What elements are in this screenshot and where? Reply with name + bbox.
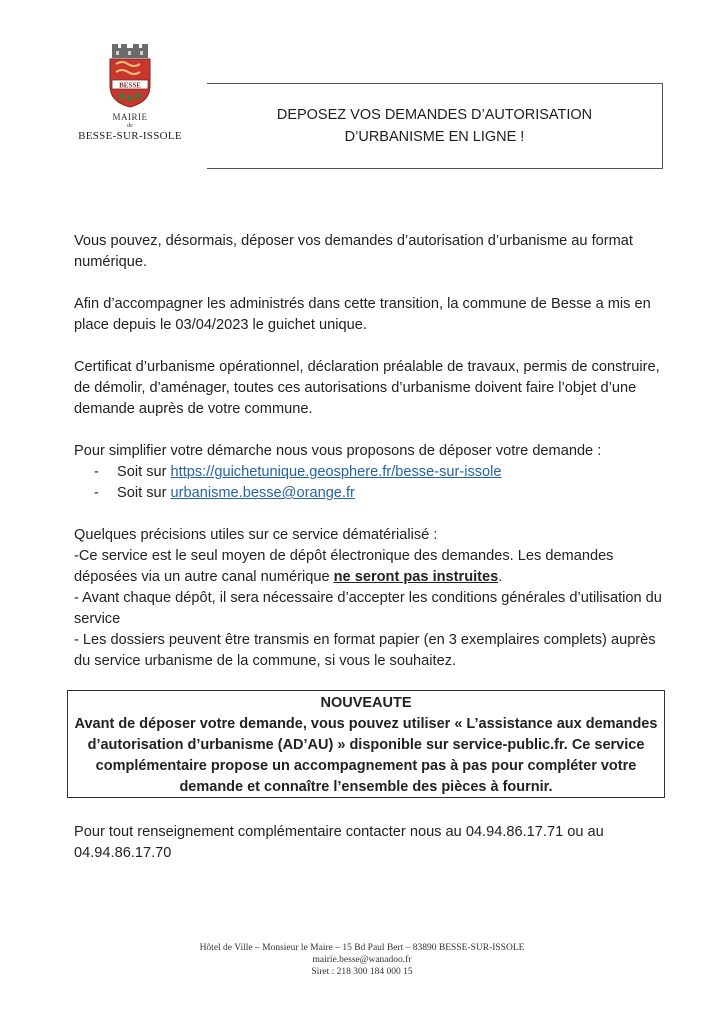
footer-address: Hôtel de Ville – Monsieur le Maire – 15 Bd Paul Bert – 83890 BESSE-SUR-ISSOLE [199, 943, 525, 953]
crest-label: BESSE [119, 81, 141, 90]
mairie-label: MAIRIE [112, 112, 148, 122]
footer-email: mairie.besse@wanadoo.fr [312, 955, 412, 965]
option-email-prefix: Soit sur [117, 485, 171, 501]
option-online-prefix: Soit sur [117, 464, 171, 480]
page-title: DEPOSEZ VOS DEMANDES D’AUTORISATION D’URBANISME EN LIGNE ! [276, 107, 593, 145]
authorizations-paragraph: Certificat d’urbanisme opérationnel, déclaration préalable de travaux, permis de construire, de démolir, d’aménager, toutes ces autorisations d’urbanisme doivent faire l’objet d’une demande auprès de votre commune. [74, 359, 660, 417]
urbanisme-email-link[interactable]: urbanisme.besse@orange.fr [170, 485, 355, 501]
details-warning: ne seront pas instruites [333, 569, 499, 585]
transition-paragraph: Afin d’accompagner les administrés dans cette transition, la commune de Besse a mis en place depuis le 03/04/2023 le guichet unique. [74, 296, 651, 333]
details-line-3: - Les dossiers peuvent être transmis en format papier (en 3 exemplaires complets) auprès du service urbanisme de la commune, si vous le souhaitez. [74, 632, 656, 669]
notice-heading: NOUVEAUTE [320, 695, 412, 711]
contact-paragraph: Pour tout renseignement complémentaire contacter nous au 04.94.86.17.71 ou au 04.94.86.17.70 [74, 824, 604, 861]
mairie-de-label: de [127, 123, 133, 129]
page-title-box [207, 83, 663, 169]
submission-options [94, 462, 664, 504]
option-email [94, 483, 664, 504]
footer-siret: Siret : 218 300 184 000 15 [311, 967, 413, 977]
town-name: BESSE-SUR-ISSOLE [78, 130, 182, 142]
option-online [94, 462, 664, 483]
footer [0, 942, 724, 978]
details-line-1: -Ce service est le seul moyen de dépôt électronique des demandes. Les demandes déposées via un autre canal numérique [74, 548, 614, 585]
details-line-1-end: . [498, 569, 503, 585]
guichet-unique-link[interactable]: https://guichetunique.geosphere.fr/besse-sur-issole [170, 464, 502, 480]
submission-intro: Pour simplifier votre démarche nous vous proposons de déposer votre demande : [74, 443, 602, 459]
details-title: Quelques précisions utiles sur ce service dématérialisé : [74, 527, 438, 543]
nouveaute-notice [67, 690, 665, 798]
document-body [74, 231, 664, 693]
intro-paragraph: Vous pouvez, désormais, déposer vos demandes d’autorisation d’urbanisme au format numérique. [74, 233, 633, 270]
notice-text: Avant de déposer votre demande, vous pouvez utiliser « L’assistance aux demandes d’autorisation d’urbanisme (AD’AU) » disponible sur service-public.fr. Ce service complémentaire propose un accompagnement pas à pas pour compléter votre demande et connaître l’ensemble des pièces à fournir. [74, 716, 658, 795]
details-line-2: - Avant chaque dépôt, il sera nécessaire d’accepter les conditions générales d’utilisation du service [74, 590, 662, 627]
details-paragraph [74, 525, 664, 672]
coat-of-arms-icon [106, 42, 154, 108]
municipal-logo [70, 42, 190, 142]
